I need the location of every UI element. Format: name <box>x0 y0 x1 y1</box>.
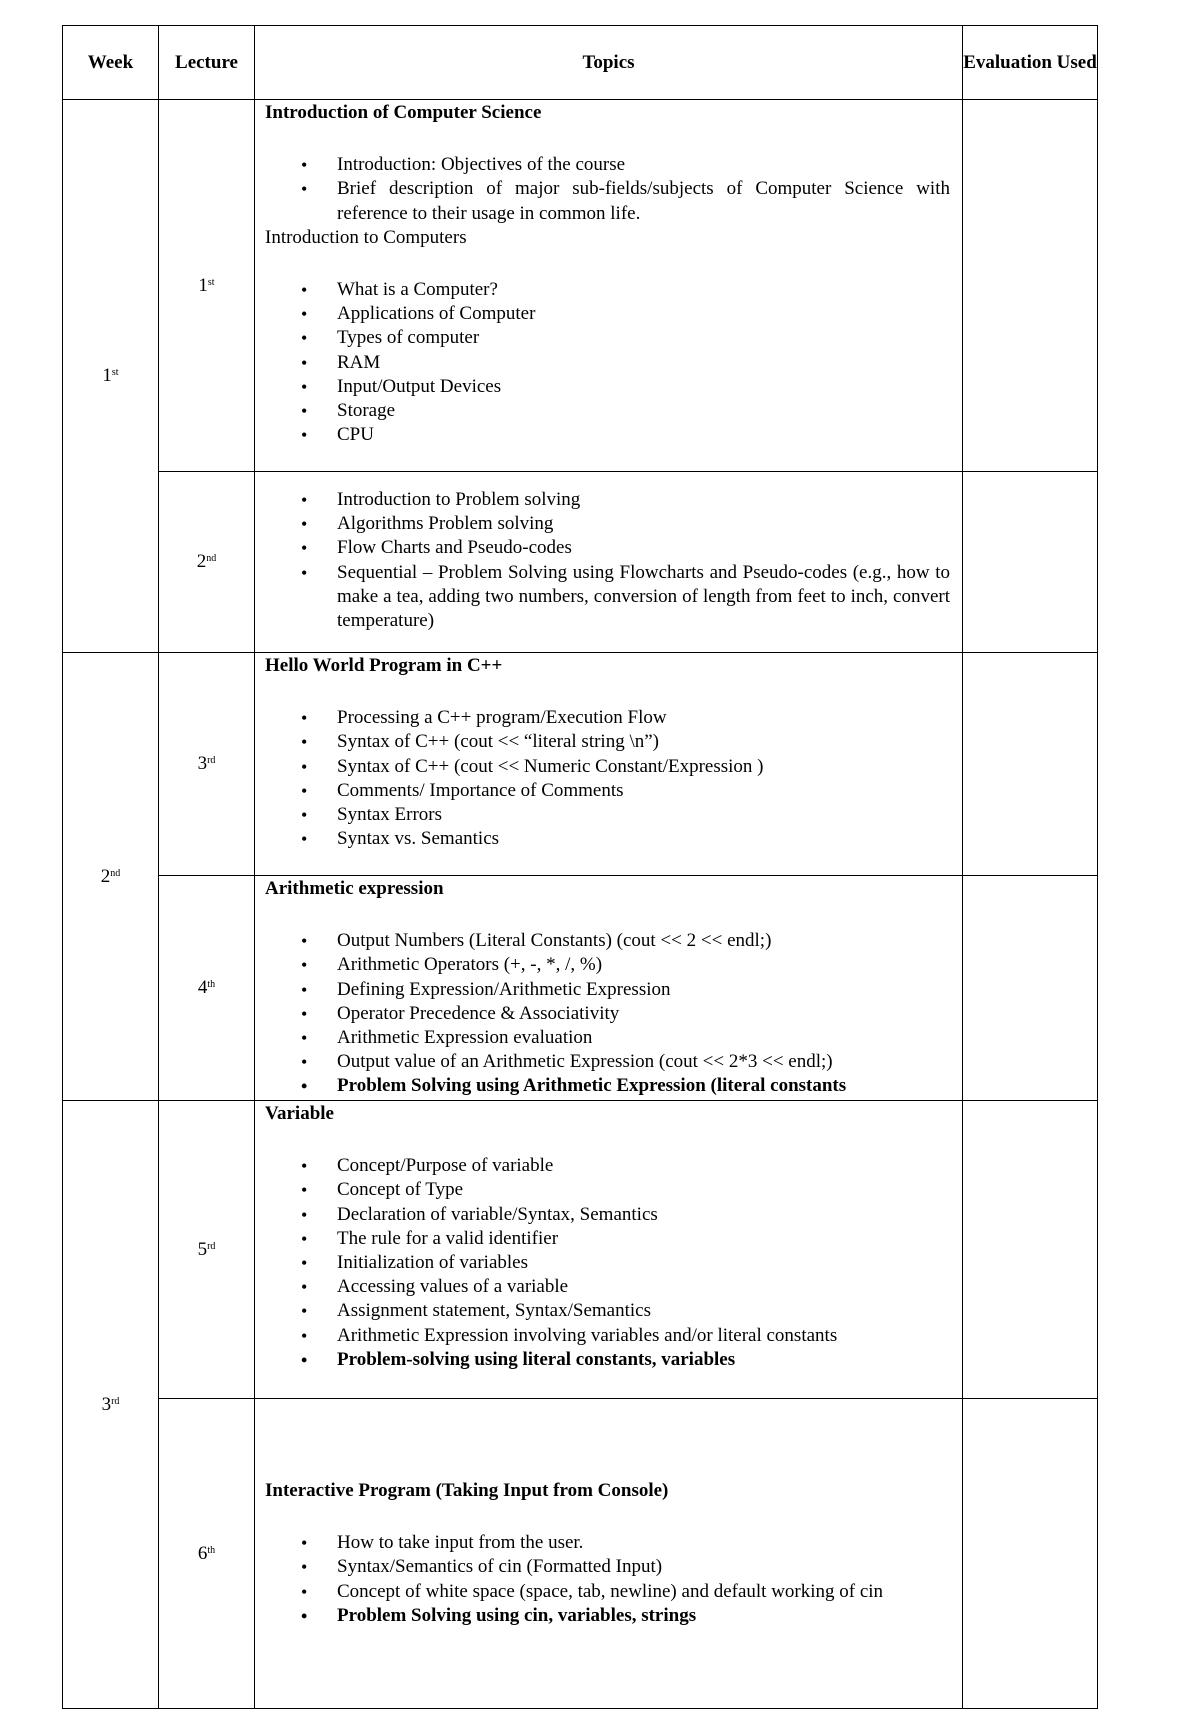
list-item: • Arithmetic Expression involving variables and/or literal constants <box>301 1324 838 1346</box>
list-item: • Syntax vs. Semantics <box>301 828 500 850</box>
week-cell: 3rd <box>63 1101 159 1709</box>
topics-cell <box>255 1399 963 1709</box>
list-item: • What is a Computer? <box>301 279 498 301</box>
list-item: • Applications of Computer <box>301 303 536 325</box>
table-row <box>63 1101 1098 1399</box>
header-topics: Topics <box>255 26 963 100</box>
list-item: • Types of computer <box>301 327 480 349</box>
table-row <box>63 653 1098 876</box>
topic-list <box>265 1154 950 1372</box>
list-item: • CPU <box>301 424 374 446</box>
list-item: • Introduction to Problem solving <box>301 489 581 510</box>
list-item: • Comments/ Importance of Comments <box>301 779 624 801</box>
topics-cell <box>255 472 963 653</box>
list-item: • Syntax of C++ (cout << “literal string \n”) <box>301 731 659 753</box>
list-item: • Concept/Purpose of variable <box>301 1155 554 1177</box>
week-cell: 1st <box>63 100 159 653</box>
lecture-cell: 1st <box>159 100 255 472</box>
list-item: • Output Numbers (Literal Constants) (cout << 2 << endl;) <box>301 930 772 952</box>
list-item: • RAM <box>301 351 381 373</box>
list-item: • Processing a C++ program/Execution Flow <box>301 707 667 729</box>
evaluation-cell <box>963 653 1098 876</box>
topics-cell <box>255 653 963 876</box>
topics-cell <box>255 876 963 1101</box>
section-subtitle: Introduction to Computers <box>265 226 467 248</box>
list-item: • Algorithms Problem solving <box>301 513 554 535</box>
topics-cell <box>255 100 963 472</box>
list-item: • Declaration of variable/Syntax, Semantics <box>301 1203 658 1225</box>
lecture-cell: 3rd <box>159 653 255 876</box>
table-row <box>63 100 1098 472</box>
topic-list <box>265 488 950 633</box>
evaluation-cell <box>963 1399 1098 1709</box>
list-item: • Assignment statement, Syntax/Semantics <box>301 1300 651 1322</box>
course-outline-table <box>62 25 1098 1709</box>
header-week: Week <box>63 26 159 100</box>
week-cell: 2nd <box>63 653 159 1101</box>
topic-list <box>265 153 950 226</box>
lecture-cell: 5rd <box>159 1101 255 1399</box>
list-item: • Arithmetic Operators (+, -, *, /, %) <box>301 954 603 976</box>
evaluation-cell <box>963 1101 1098 1399</box>
list-item: • Arithmetic Expression evaluation <box>301 1027 593 1049</box>
list-item: • Problem Solving using cin, variables, strings <box>301 1604 697 1626</box>
list-item: • Flow Charts and Pseudo-codes <box>301 537 572 559</box>
header-lecture: Lecture <box>159 26 255 100</box>
list-item: • Output value of an Arithmetic Expression (cout << 2*3 << endl;) <box>301 1051 833 1073</box>
topic-list <box>265 1531 950 1628</box>
section-title: Variable <box>265 1103 334 1124</box>
list-item: • Syntax/Semantics of cin (Formatted Input) <box>301 1556 663 1578</box>
section-title: Interactive Program (Taking Input from Console) <box>265 1479 669 1501</box>
list-item: • Syntax of C++ (cout << Numeric Constant/Expression ) <box>301 755 764 777</box>
list-item: • Accessing values of a variable <box>301 1276 569 1298</box>
topic-list <box>265 278 950 447</box>
lecture-cell: 2nd <box>159 472 255 653</box>
evaluation-cell <box>963 472 1098 653</box>
list-item: • Introduction: Objectives of the course <box>301 154 626 176</box>
table-row <box>63 876 1098 1101</box>
list-item: • Problem Solving using Arithmetic Expression (literal constants <box>301 1075 847 1097</box>
header-evaluation: Evaluation Used <box>963 26 1098 100</box>
list-item: • Storage <box>301 400 396 422</box>
list-item: • How to take input from the user. <box>301 1532 584 1554</box>
list-item: • Initialization of variables <box>301 1252 528 1274</box>
topic-list <box>265 706 950 851</box>
list-item: • Problem-solving using literal constants, variables <box>301 1348 736 1370</box>
list-item: • The rule for a valid identifier <box>301 1227 559 1249</box>
evaluation-cell <box>963 876 1098 1101</box>
list-item: • Concept of Type <box>301 1179 464 1201</box>
list-item: • Input/Output Devices <box>301 375 502 397</box>
list-item: • Operator Precedence & Associativity <box>301 1002 620 1024</box>
list-item: • Concept of white space (space, tab, newline) and default working of cin <box>301 1580 884 1602</box>
topics-cell <box>255 1101 963 1399</box>
list-item: • Defining Expression/Arithmetic Expression <box>301 978 671 1000</box>
lecture-cell: 4th <box>159 876 255 1101</box>
table-row <box>63 472 1098 653</box>
lecture-cell: 6th <box>159 1399 255 1709</box>
header-row <box>63 26 1098 100</box>
section-title: Arithmetic expression <box>265 878 444 899</box>
topic-list <box>265 929 950 1098</box>
list-item: • Syntax Errors <box>301 804 443 826</box>
list-item: • Sequential – Problem Solving using Flowcharts and Pseudo-codes (e.g., how to make a tea, adding two numbers, conversion of length from feet to inch, convert temperature) <box>301 561 950 632</box>
list-item: • Brief description of major sub-fields/subjects of Computer Science with reference to their usage in common life. <box>301 178 950 224</box>
table-row <box>63 1399 1098 1709</box>
section-title: Hello World Program in C++ <box>265 655 503 676</box>
evaluation-cell <box>963 100 1098 472</box>
section-title: Introduction of Computer Science <box>265 102 542 123</box>
